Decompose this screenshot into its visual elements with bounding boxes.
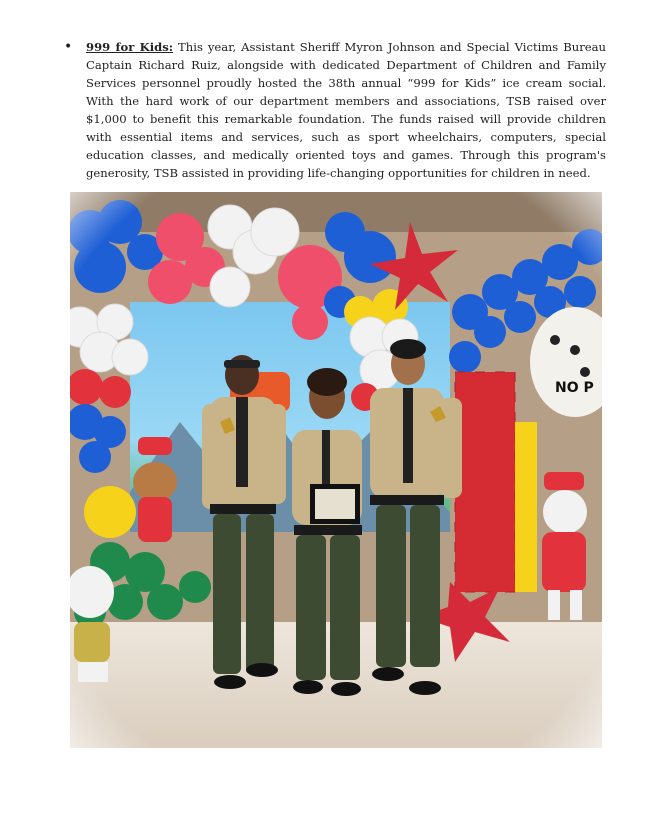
photo-vignette — [70, 192, 602, 748]
bullet-title: 999 for Kids: — [86, 40, 174, 54]
bullet-marker: • — [64, 39, 73, 55]
event-photo-illustration — [70, 192, 602, 748]
event-photo — [70, 192, 602, 748]
bullet-paragraph — [86, 38, 606, 182]
bullet-body: This year, Assistant Sheriff Myron Johnson and Special Victims Bureau Captain Richard Ruiz, alongside with dedicated Department of Children and Family Services personnel proudly hosted the 38th annual “999 for Kids” ice cream social. With the hard work of our department members and associations, TSB raised over $1,000 to benefit this remarkable foundation. The funds raised will provide children with essential items and services, such as sport wheelchairs, computers, special education classes, and medically oriented toys and games. Through this program's generosity, TSB assisted in providing life-changing opportunities for children in need. — [86, 40, 606, 180]
